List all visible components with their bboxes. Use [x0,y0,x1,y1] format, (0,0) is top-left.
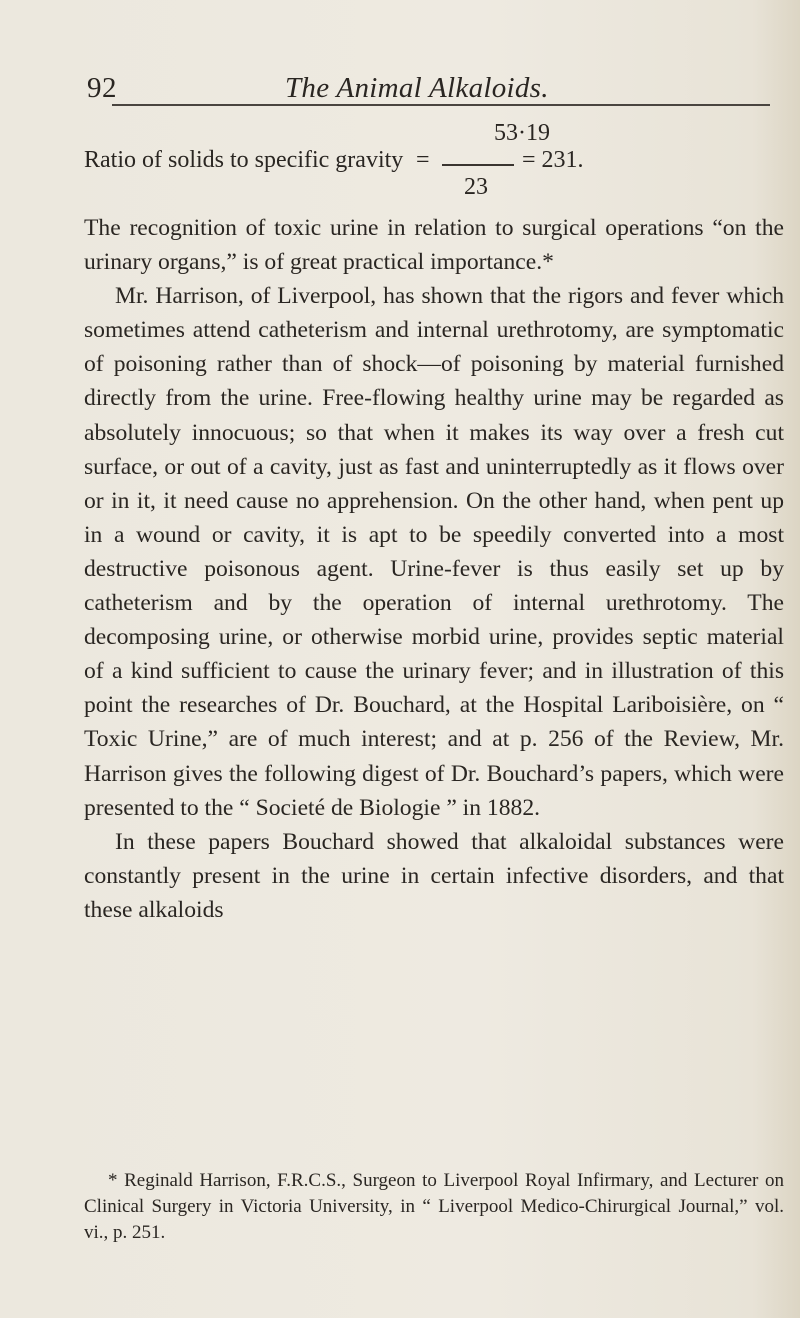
ratio-formula [0,120,800,210]
paragraph-recognition: The recognition of toxic urine in relation to surgical operations “on the urinary organs,” is of great practical importance.* [84,215,784,276]
formula-result: = 231. [522,147,584,173]
footnote-text: * Reginald Harrison, F.R.C.S., Surgeon to Liverpool Royal Infirmary, and Lecturer on Clinical Surgery in Victoria University, in “ Liverpool Medico-Chirurgical Journal,” vol. vi., p. 251. [84,1170,784,1243]
formula-label: Ratio of solids to specific gravity [84,147,404,173]
running-title: The Animal Alkaloids. [285,72,549,104]
fraction-numerator: 53·19 [494,120,550,146]
page-number: 92 [87,72,117,104]
body-text [84,211,784,927]
paragraph-bouchard: In these papers Bouchard showed that alkaloidal substances were constantly present in the urine in certain infective disorders, and that these alkaloids [84,828,784,923]
page-header [0,0,800,110]
formula-equals-sign: = [416,147,430,173]
fraction-bar [442,164,514,166]
footnote [84,1168,784,1246]
header-rule [112,104,770,106]
fraction-denominator: 23 [464,174,488,200]
paragraph-harrison: Mr. Harrison, of Liverpool, has shown that the rigors and fever which sometimes attend catheterism and internal urethrotomy, are symptomatic of poisoning rather than of shock—of poisoning by material furnished directly from the urine. Free-flowing healthy urine may be regarded as absolutely innocuous; so that when it makes its way over a fresh cut surface, or out of a cavity, just as fast and uninterruptedly as it flows over or in it, it need cause no apprehension. On the other hand, when pent up in a wound or cavity, it is apt to be speedily converted into a most destructive poisonous agent. Urine-fever is thus easily set up by catheterism and by the operation of internal urethrotomy. The decomposing urine, or otherwise morbid urine, provides septic material of a kind sufficient to cause the urinary fever; and in illustration of this point the researches of Dr. Bouchard, at the Hospital Lariboisière, on “ Toxic Urine,” are of much interest; and at p. 256 of the Review, Mr. Harrison gives the following digest of Dr. Bouchard’s papers, which were presented to the “ Societé de Biologie ” in 1882. [84,283,784,821]
